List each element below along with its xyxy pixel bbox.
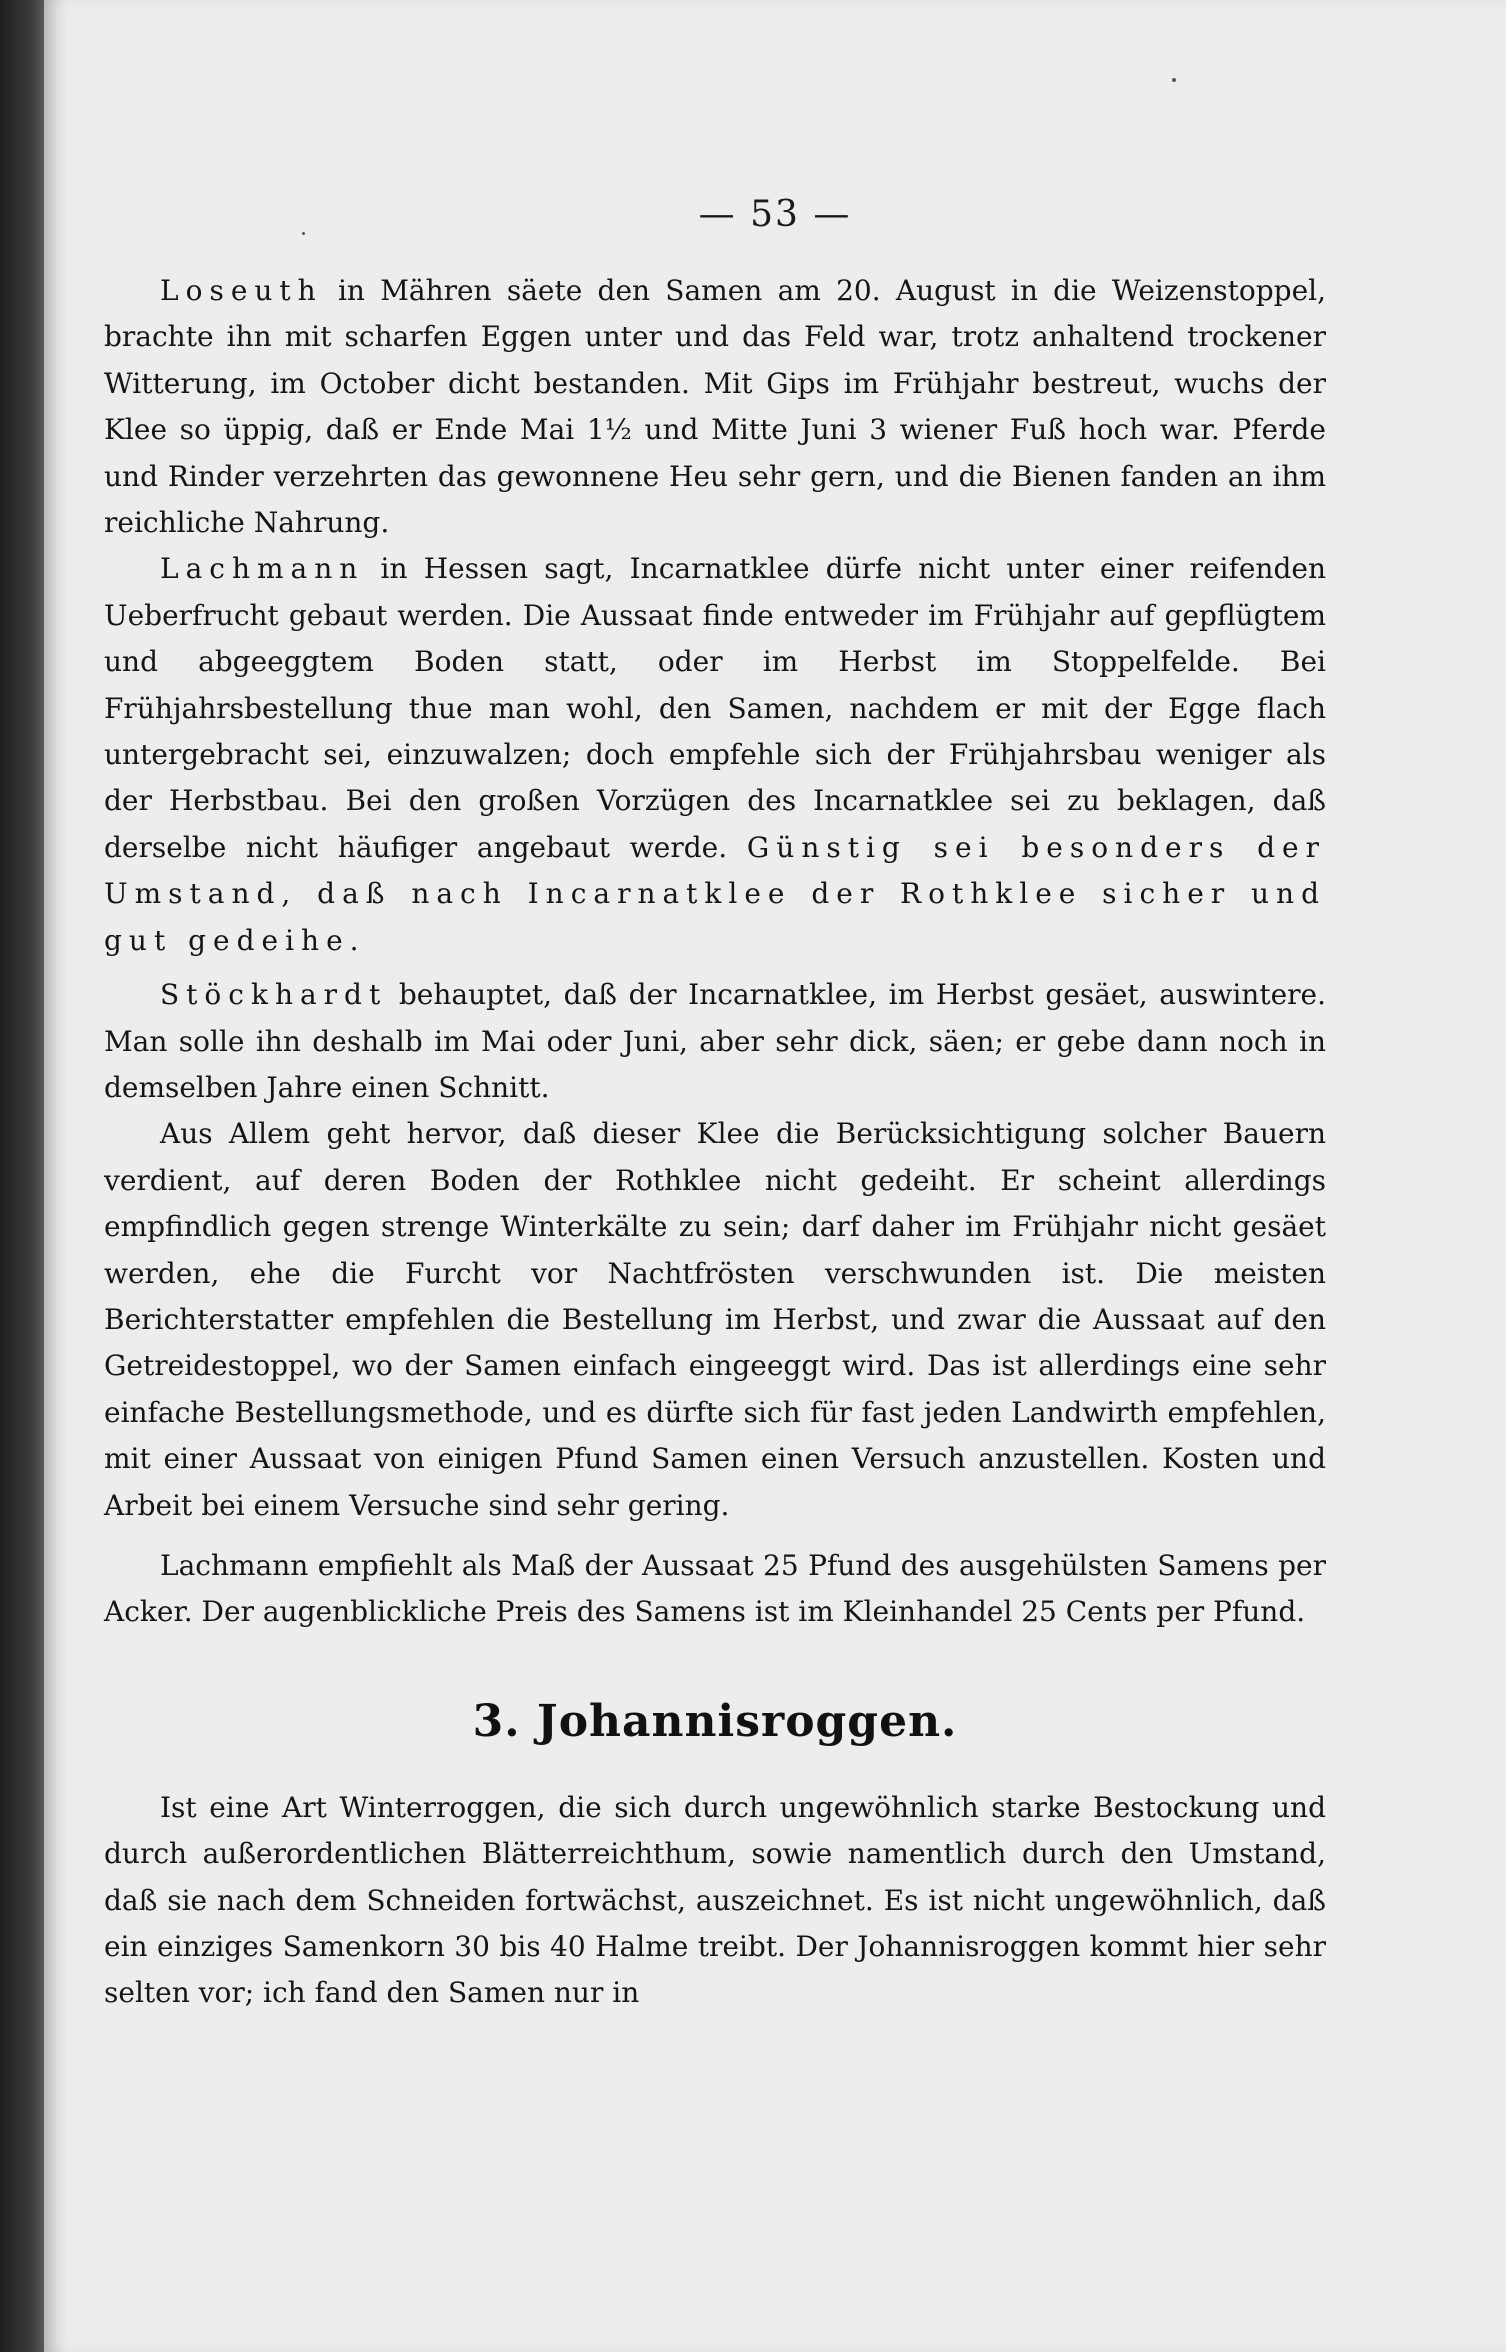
page-number: — 53 — xyxy=(698,194,852,235)
emphasized-text: Günstig sei besonders der Umstand, daß nach Incarnatklee der Rothklee sicher und gut gedeihe. xyxy=(104,830,1326,957)
book-binding-edge xyxy=(0,0,44,2352)
paragraph-stoeckhardt xyxy=(104,972,1326,1111)
author-name: Lachmann xyxy=(160,552,365,586)
paper-speck xyxy=(1172,78,1176,82)
author-name: Loseuth xyxy=(160,274,323,307)
paragraph-seed-rate: Lachmann empfiehlt als Maß der Aussaat 25 Pfund des ausgehülsten Samens per Acker. Der augenblickliche Preis des Samens ist im Kleinhandel 25 Cents per Pfund. xyxy=(104,1548,1326,1629)
book-page xyxy=(44,0,1506,2352)
paragraph-text: in Mähren säete den Samen am 20. August in die Weizenstoppel, brachte ihn mit scharfen Eggen unter und das Feld war, trotz anhaltend trockener Witterung, im October dicht bestanden. Mit Gips im Frühjahr bestreut, wuchs der Klee so üppig, daß er Ende Mai 1½ und Mitte Juni 3 wiener Fuß hoch war. Pferde und Rinder verzehrten das gewonnene Heu sehr gern, und die Bienen fanden an ihm reichliche Nahrung. xyxy=(104,274,1326,540)
paragraph-loseuth xyxy=(104,268,1326,546)
paragraph-lachmann xyxy=(104,546,1326,964)
section-heading: 3. Johannisroggen. xyxy=(472,1695,958,1747)
paragraph-text: behauptet, daß der Incarnatklee, im Herbst gesäet, auswintere. Man solle ihn deshalb im Mai oder Juni, aber sehr dick, säen; er gebe dann noch in demselben Jahre einen Schnitt. xyxy=(104,978,1326,1104)
body-text xyxy=(104,268,1326,2017)
paragraph-johannisroggen: Ist eine Art Winterroggen, die sich durch ungewöhnlich starke Bestockung und durch außerordentlichen Blätterreichthum, sowie namentlich durch den Umstand, daß sie nach dem Schneiden fortwächst, auszeichnet. Es ist nicht ungewöhnlich, daß ein einziges Samenkorn 30 bis 40 Halme treibt. Der Johannisroggen kommt hier sehr selten vor; ich fand den Samen nur in xyxy=(104,1790,1326,2010)
paragraph-conclusion: Aus Allem geht hervor, daß dieser Klee die Berücksichtigung solcher Bauern verdient, auf deren Boden der Rothklee nicht gedeiht. Er scheint allerdings empfindlich gegen strenge Winterkälte zu sein; darf daher im Frühjahr nicht gesäet werden, ehe die Furcht vor Nachtfrösten verschwunden ist. Die meisten Berichterstatter empfehlen die Bestellung im Herbst, und zwar die Aussaat auf den Getreidestoppel, wo der Samen einfach eingeeggt wird. Das ist allerdings eine sehr einfache Bestellungsmethode, und es dürfte sich für fast jeden Landwirth empfehlen, mit einer Aussaat von einigen Pfund Samen einen Versuch anzustellen. Kosten und Arbeit bei einem Versuche sind sehr gering. xyxy=(104,1117,1326,1522)
author-name: Stöckhardt xyxy=(160,978,388,1012)
paragraph-text: in Hessen sagt, Incarnatklee dürfe nicht unter einer reifenden Ueberfrucht gebaut werden. Die Aussaat finde entweder im Frühjahr auf gepflügtem und abgeeggtem Boden statt, oder im Herbst im Stoppelfelde. Bei Frühjahrsbestellung thue man wohl, den Samen, nachdem er mit der Egge flach untergebracht sei, einzuwalzen; doch empfehle sich der Frühjahrsbau weniger als der Herbstbau. Bei den großen Vorzügen des Incarnatklee sei zu beklagen, daß derselbe nicht häufiger angebaut werde. xyxy=(104,552,1326,864)
